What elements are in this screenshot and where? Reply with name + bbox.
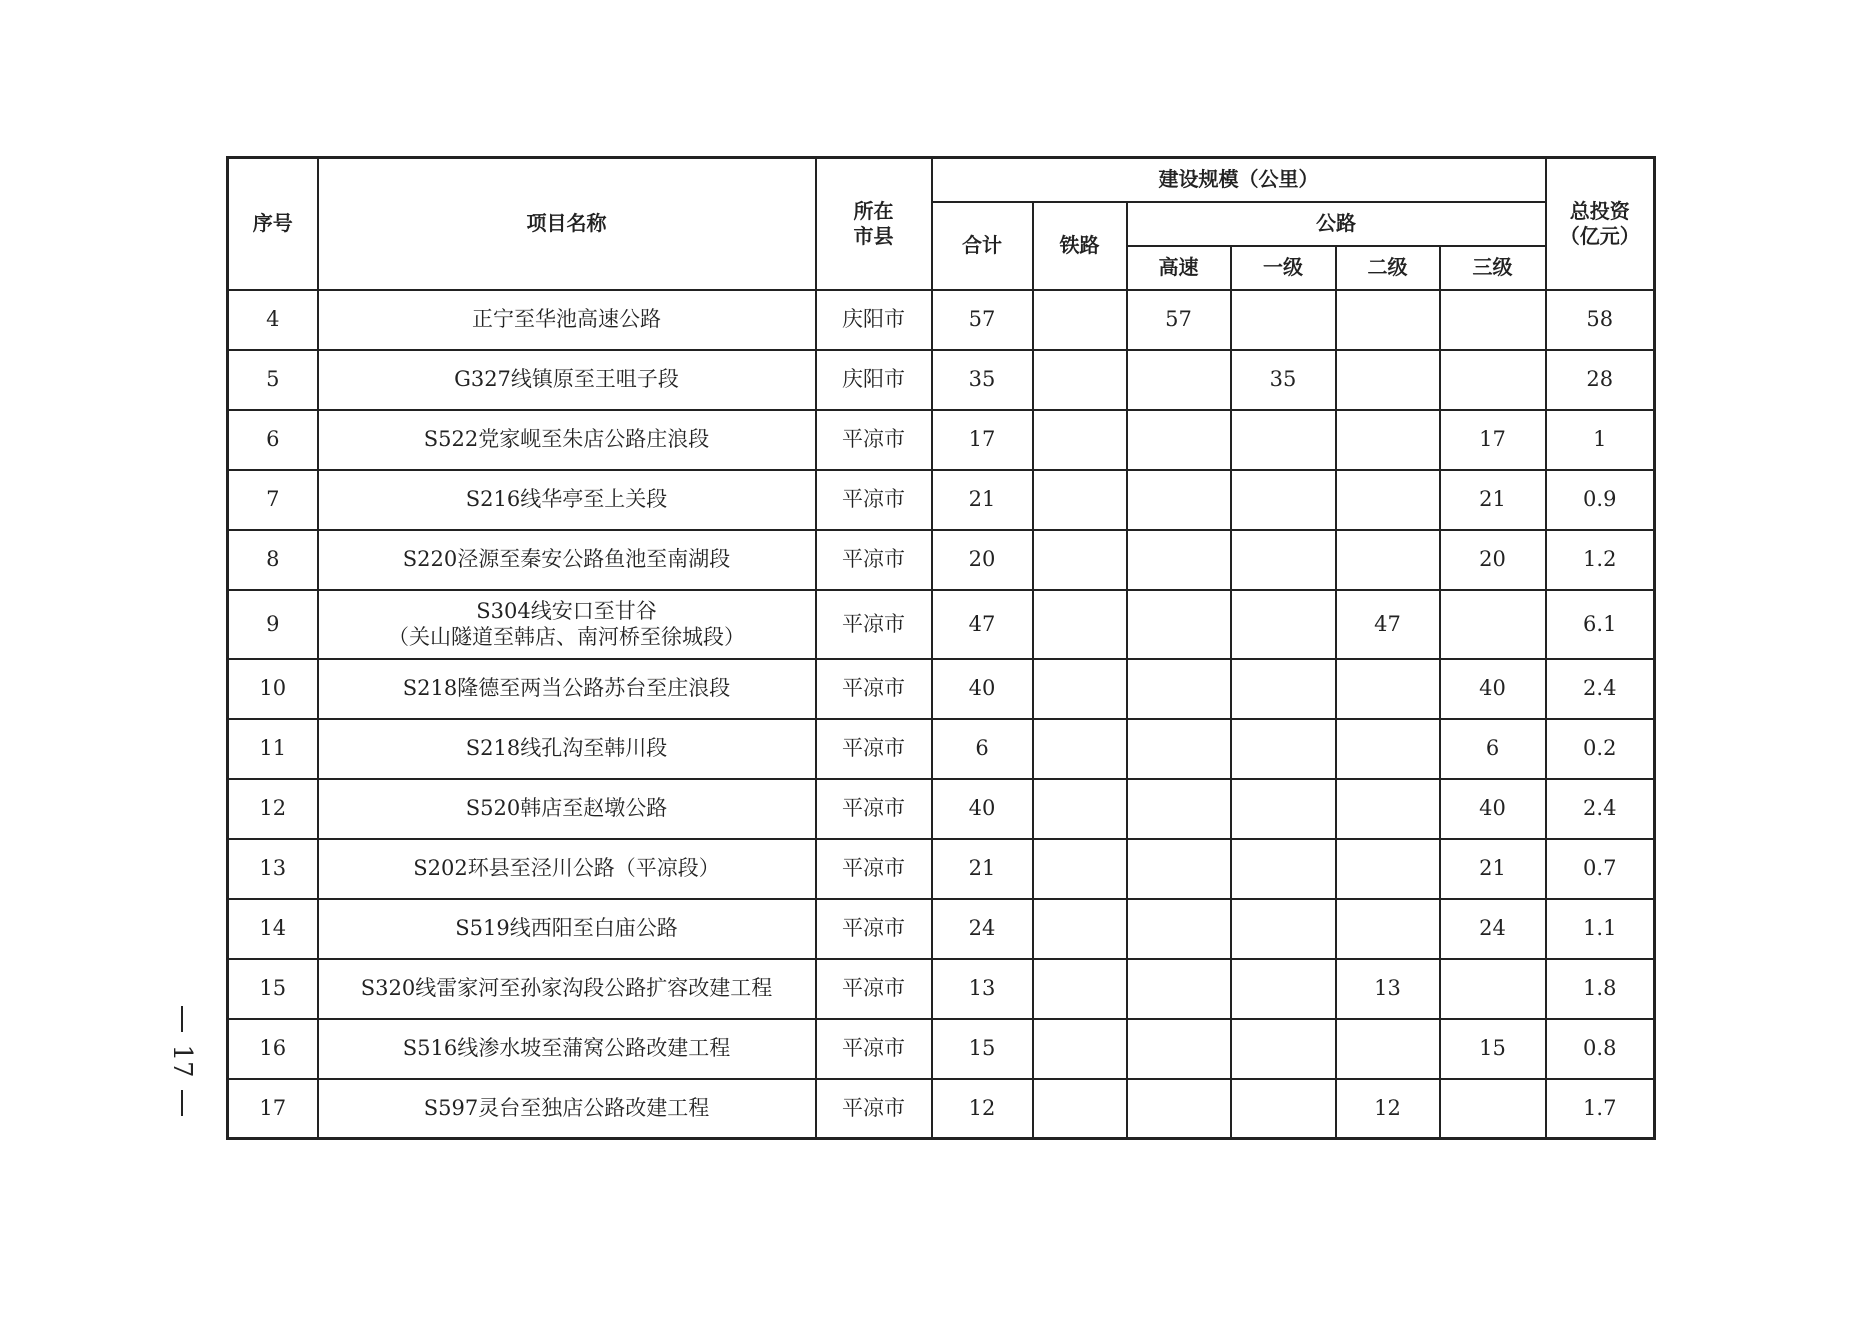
cell-city: 平凉市 [816,899,932,959]
table-row [228,899,1655,959]
cell-city: 庆阳市 [816,290,932,350]
cell-name: S218隆德至两当公路苏台至庄浪段 [318,659,816,719]
cell-name: S216线华亭至上关段 [318,470,816,530]
cell-invest: 0.9 [1546,470,1655,530]
cell-invest: 2.4 [1546,659,1655,719]
cell-grade3: 15 [1440,1019,1546,1079]
cell-railway [1033,959,1127,1019]
cell-city: 平凉市 [816,470,932,530]
cell-railway [1033,470,1127,530]
cell-invest: 0.7 [1546,839,1655,899]
cell-grade2 [1336,410,1440,470]
table-row [228,590,1655,659]
cell-expressway [1127,659,1231,719]
cell-grade1 [1231,1019,1336,1079]
cell-name: 正宁至华池高速公路 [318,290,816,350]
table-body [228,290,1655,1139]
cell-grade3: 20 [1440,530,1546,590]
table-row [228,530,1655,590]
cell-invest: 6.1 [1546,590,1655,659]
cell-grade2: 13 [1336,959,1440,1019]
cell-grade1 [1231,839,1336,899]
cell-expressway [1127,1019,1231,1079]
table-row [228,779,1655,839]
cell-grade3 [1440,350,1546,410]
cell-invest: 58 [1546,290,1655,350]
cell-seq: 10 [228,659,318,719]
cell-grade1 [1231,779,1336,839]
cell-grade1 [1231,530,1336,590]
cell-expressway [1127,779,1231,839]
cell-total: 47 [932,590,1033,659]
cell-grade3 [1440,959,1546,1019]
cell-grade1: 35 [1231,350,1336,410]
cell-name-line1: S304线安口至甘谷 [476,598,657,623]
cell-name: S597灵台至独店公路改建工程 [318,1079,816,1139]
cell-grade1 [1231,1079,1336,1139]
cell-expressway: 57 [1127,290,1231,350]
cell-grade2 [1336,899,1440,959]
cell-city: 平凉市 [816,959,932,1019]
cell-grade2 [1336,350,1440,410]
cell-grade3: 21 [1440,470,1546,530]
cell-total: 24 [932,899,1033,959]
cell-invest: 0.2 [1546,719,1655,779]
cell-name: G327线镇原至王咀子段 [318,350,816,410]
cell-total: 6 [932,719,1033,779]
cell-expressway [1127,839,1231,899]
cell-expressway [1127,350,1231,410]
cell-grade3: 24 [1440,899,1546,959]
cell-total: 21 [932,839,1033,899]
cell-expressway [1127,530,1231,590]
cell-railway [1033,1079,1127,1139]
cell-grade2 [1336,470,1440,530]
cell-total: 12 [932,1079,1033,1139]
cell-grade1 [1231,899,1336,959]
header-seq: 序号 [228,158,318,290]
header-grade2: 二级 [1336,246,1440,290]
cell-railway [1033,350,1127,410]
cell-grade3 [1440,290,1546,350]
cell-city: 庆阳市 [816,350,932,410]
cell-expressway [1127,899,1231,959]
cell-grade2 [1336,719,1440,779]
cell-name: S519线西阳至白庙公路 [318,899,816,959]
cell-name: S516线渗水坡至蒲窝公路改建工程 [318,1019,816,1079]
cell-railway [1033,1019,1127,1079]
cell-invest: 28 [1546,350,1655,410]
cell-expressway [1127,410,1231,470]
cell-name [318,590,816,659]
header-location-line2: 市县 [853,223,894,248]
cell-total: 21 [932,470,1033,530]
cell-seq: 15 [228,959,318,1019]
cell-seq: 17 [228,1079,318,1139]
table-row [228,350,1655,410]
cell-expressway [1127,959,1231,1019]
cell-grade2 [1336,779,1440,839]
cell-grade3: 17 [1440,410,1546,470]
table-row [228,1019,1655,1079]
cell-seq: 11 [228,719,318,779]
page-number-dash-bottom [181,1090,183,1116]
cell-seq: 12 [228,779,318,839]
cell-grade2 [1336,839,1440,899]
cell-grade3: 6 [1440,719,1546,779]
cell-invest: 0.8 [1546,1019,1655,1079]
cell-expressway [1127,590,1231,659]
cell-invest: 1 [1546,410,1655,470]
cell-total: 57 [932,290,1033,350]
cell-railway [1033,779,1127,839]
cell-invest: 2.4 [1546,779,1655,839]
cell-grade1 [1231,470,1336,530]
table-header [228,158,1655,290]
cell-grade3 [1440,1079,1546,1139]
header-scale: 建设规模（公里） [932,158,1546,202]
cell-name: S220泾源至秦安公路鱼池至南湖段 [318,530,816,590]
cell-expressway [1127,1079,1231,1139]
cell-name: S522党家岘至朱店公路庄浪段 [318,410,816,470]
cell-seq: 16 [228,1019,318,1079]
cell-grade3: 40 [1440,779,1546,839]
cell-railway [1033,899,1127,959]
cell-seq: 9 [228,590,318,659]
cell-city: 平凉市 [816,530,932,590]
cell-grade2: 12 [1336,1079,1440,1139]
header-railway: 铁路 [1033,202,1127,290]
cell-name: S320线雷家河至孙家沟段公路扩容改建工程 [318,959,816,1019]
cell-railway [1033,590,1127,659]
cell-city: 平凉市 [816,779,932,839]
header-location-line1: 所在 [853,198,894,223]
cell-total: 15 [932,1019,1033,1079]
cell-grade2 [1336,659,1440,719]
cell-railway [1033,839,1127,899]
cell-grade2 [1336,1019,1440,1079]
cell-railway [1033,290,1127,350]
cell-railway [1033,719,1127,779]
cell-total: 20 [932,530,1033,590]
cell-grade1 [1231,659,1336,719]
cell-expressway [1127,719,1231,779]
cell-city: 平凉市 [816,839,932,899]
cell-total: 13 [932,959,1033,1019]
page-number-text: 17 [167,1044,197,1078]
cell-city: 平凉市 [816,719,932,779]
header-invest [1546,158,1655,290]
cell-invest: 1.8 [1546,959,1655,1019]
cell-city: 平凉市 [816,1019,932,1079]
cell-name: S520韩店至赵墩公路 [318,779,816,839]
cell-seq: 5 [228,350,318,410]
cell-expressway [1127,470,1231,530]
table-row [228,719,1655,779]
table-row [228,470,1655,530]
cell-city: 平凉市 [816,590,932,659]
cell-seq: 4 [228,290,318,350]
cell-seq: 8 [228,530,318,590]
header-total: 合计 [932,202,1033,290]
cell-total: 35 [932,350,1033,410]
page-number-dash-top [181,1006,183,1032]
table-row [228,959,1655,1019]
cell-name: S218线孔沟至韩川段 [318,719,816,779]
cell-total: 40 [932,659,1033,719]
cell-seq: 13 [228,839,318,899]
header-name: 项目名称 [318,158,816,290]
cell-seq: 14 [228,899,318,959]
cell-grade1 [1231,719,1336,779]
cell-name-line2: （关山隧道至韩店、南河桥至徐城段） [388,625,745,649]
table-row [228,290,1655,350]
header-grade3: 三级 [1440,246,1546,290]
header-invest-line1: 总投资 [1569,198,1630,223]
cell-grade1 [1231,959,1336,1019]
cell-grade1 [1231,410,1336,470]
cell-seq: 7 [228,470,318,530]
cell-seq: 6 [228,410,318,470]
cell-name: S202环县至泾川公路（平凉段） [318,839,816,899]
cell-grade3: 40 [1440,659,1546,719]
header-highway: 公路 [1127,202,1546,246]
table-row [228,659,1655,719]
cell-invest: 1.2 [1546,530,1655,590]
page-number [162,1006,202,1116]
cell-grade1 [1231,290,1336,350]
cell-city: 平凉市 [816,1079,932,1139]
cell-grade2 [1336,530,1440,590]
cell-city: 平凉市 [816,410,932,470]
cell-grade2 [1336,290,1440,350]
table-row [228,410,1655,470]
project-table [226,156,1656,1140]
cell-invest: 1.7 [1546,1079,1655,1139]
header-invest-line2: （亿元） [1559,223,1640,248]
cell-grade3 [1440,590,1546,659]
cell-grade3: 21 [1440,839,1546,899]
header-grade1: 一级 [1231,246,1336,290]
cell-invest: 1.1 [1546,899,1655,959]
cell-total: 17 [932,410,1033,470]
cell-grade1 [1231,590,1336,659]
header-location [816,158,932,290]
cell-city: 平凉市 [816,659,932,719]
cell-railway [1033,530,1127,590]
cell-grade2: 47 [1336,590,1440,659]
cell-railway [1033,410,1127,470]
cell-total: 40 [932,779,1033,839]
cell-railway [1033,659,1127,719]
header-expressway: 高速 [1127,246,1231,290]
table-row [228,1079,1655,1139]
table-row [228,839,1655,899]
